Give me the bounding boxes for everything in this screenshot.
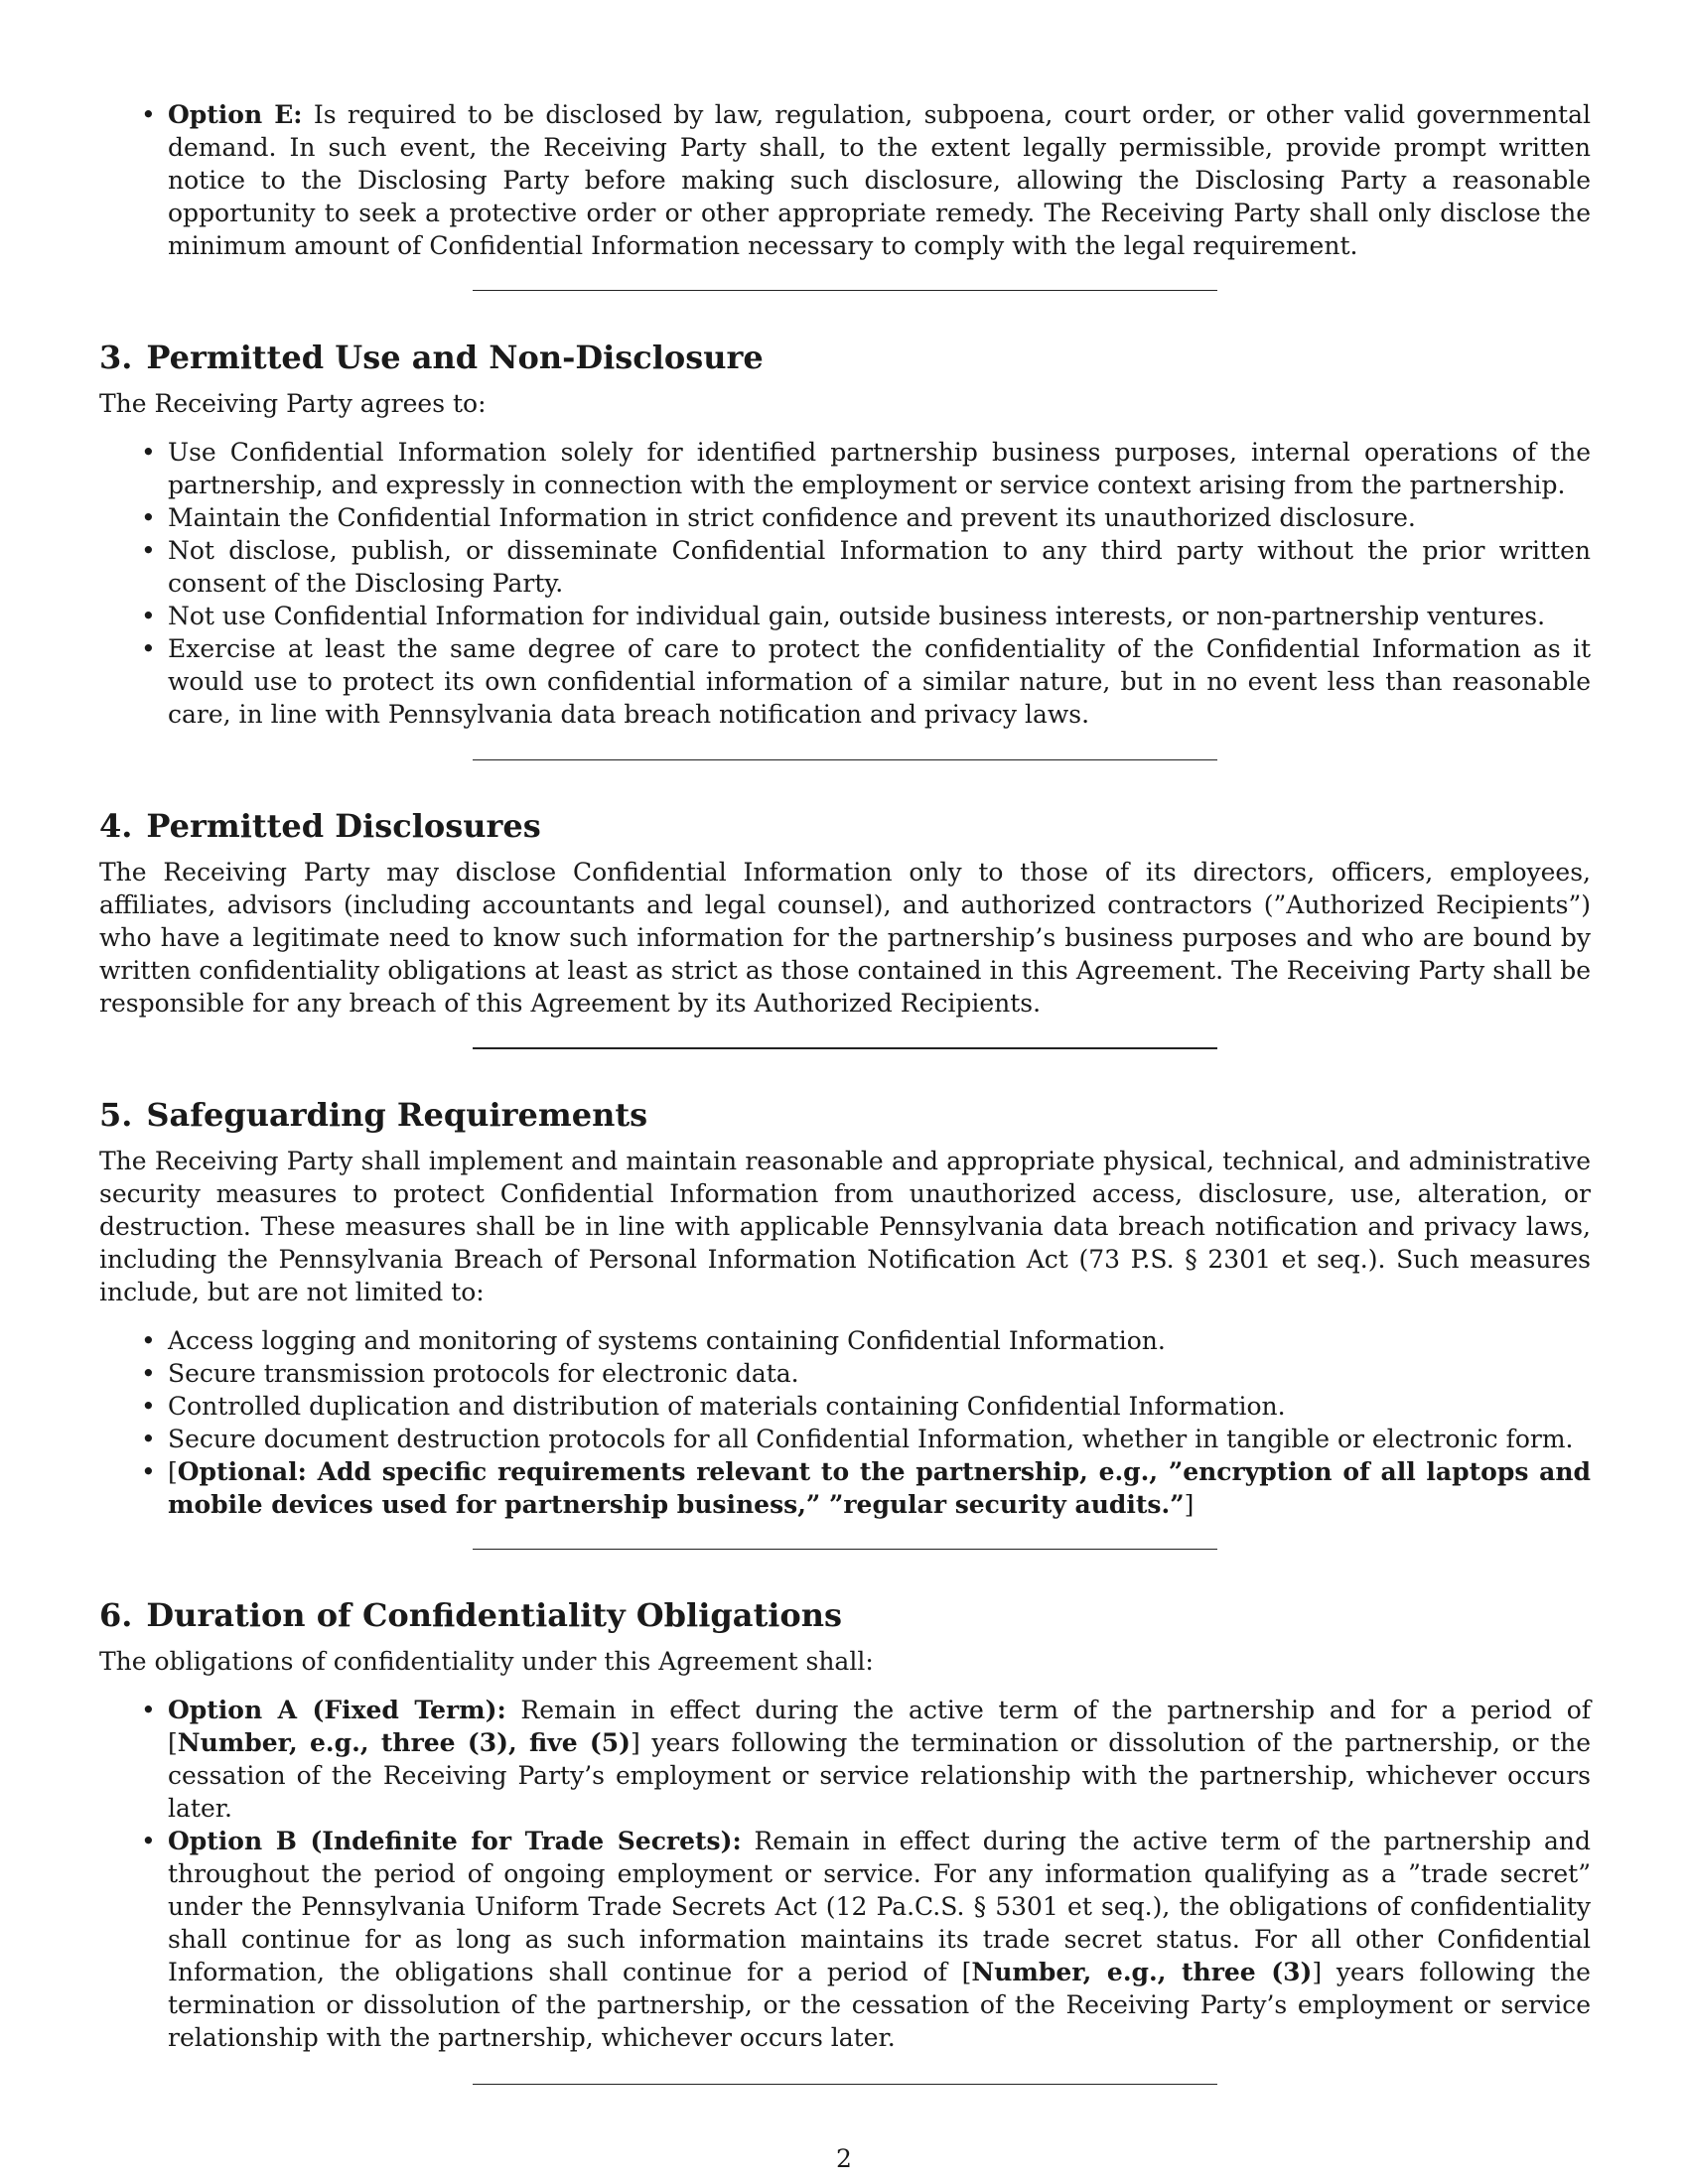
section-3-intro: The Receiving Party agrees to: xyxy=(99,389,487,418)
option-b-text: Remain in effect during the active term of the partnership and throughout the period of ongoing employment or service. For any information qualifying as a ”trade secret” under the Pennsylvania Uniform Trade Secrets Act (12 Pa.C.S. § 5301 et seq.), the obligations of confidentiality shall continue for as long as such information maintains its trade secret status. For all other Confidential Information, the obligations shall continue for a period of [ xyxy=(168,1827,1591,1986)
list-item: • Not use Confidential Information for individual gain, outside business interests, or non-partnership ventures. xyxy=(99,600,1591,632)
page-number: 2 xyxy=(836,2144,852,2173)
option-e-list xyxy=(99,98,1591,262)
optional-requirement-note: Optional: Add specific requirements relevant to the partnership, e.g., ”encryption of all laptops and mobile devices used for partnership business,” ”regular security audits.” xyxy=(168,1457,1591,1519)
section-number: 3. xyxy=(99,339,133,376)
section-title: Permitted Disclosures xyxy=(146,807,541,845)
option-a-label: Option A (Fixed Term): xyxy=(168,1696,506,1724)
list-item xyxy=(99,1455,1591,1521)
bracket-close: ] xyxy=(1184,1490,1195,1519)
list-item: • Use Confidential Information solely for identified partnership business purposes, internal operations of the partnership, and expressly in connection with the employment or service context arising from the partnership. xyxy=(99,436,1591,501)
option-e-text: Is required to be disclosed by law, regulation, subpoena, court order, or other valid governmental demand. In such event, the Receiving Party shall, to the extent legally permissible, provide prompt written notice to the Disclosing Party before making such disclosure, allowing the Disclosing Party a reasonable opportunity to seek a protective order or other appropriate remedy. The Receiving Party shall only disclose the minimum amount of Confidential Information necessary to comply with the legal requirement. xyxy=(168,100,1591,260)
list-item: • Access logging and monitoring of systems containing Confidential Information. xyxy=(99,1324,1591,1357)
option-a-placeholder: Number, e.g., three (3), five (5) xyxy=(177,1728,631,1757)
list-item: • Not disclose, publish, or disseminate Confidential Information to any third party without the prior written consent of the Disclosing Party. xyxy=(99,534,1591,600)
bracket-open: [ xyxy=(168,1457,178,1486)
list-item: • Secure transmission protocols for electronic data. xyxy=(99,1357,1591,1390)
section-6-intro: The obligations of confidentiality under this Agreement shall: xyxy=(99,1647,874,1676)
list-item: • Maintain the Confidential Information in strict confidence and prevent its unauthorized disclosure. xyxy=(99,501,1591,534)
option-b-label: Option B (Indefinite for Trade Secrets): xyxy=(168,1827,742,1855)
section-5-heading xyxy=(99,1095,1591,1135)
list-item: • Secure document destruction protocols for all Confidential Information, whether in tangible or electronic form. xyxy=(99,1423,1591,1455)
section-3-list xyxy=(99,436,1591,731)
list-item xyxy=(99,98,1591,262)
option-b-placeholder: Number, e.g., three (3) xyxy=(971,1958,1313,1986)
section-6-heading xyxy=(99,1595,1591,1635)
list-item: • Exercise at least the same degree of care to protect the confidentiality of the Confidential Information as it would use to protect its own confidential information of a similar nature, but in no event less than reasonable care, in line with Pennsylvania data breach notification and privacy laws. xyxy=(99,632,1591,731)
section-3-heading xyxy=(99,338,1591,377)
option-a-text: Remain in effect during the active term of the partnership and for a period of [ xyxy=(168,1696,1592,1757)
option-a-text-end: ] years following the termination or dissolution of the partnership, or the cessation of the Receiving Party’s employment or service relationship with the partnership, whichever occurs later. xyxy=(168,1728,1591,1823)
section-6-list xyxy=(99,1694,1591,2054)
section-number: 6. xyxy=(99,1596,133,1634)
section-5-body: The Receiving Party shall implement and maintain reasonable and appropriate physical, technical, and administrative security measures to protect Confidential Information from unauthorized access, disclosure, use, alteration, or destruction. These measures shall be in line with applicable Pennsylvania data breach notification and privacy laws, including the Pennsylvania Breach of Personal Information Notification Act (73 P.S. § 2301 et seq.). Such measures include, but are not limited to: xyxy=(99,1147,1591,1306)
option-e-label: Option E: xyxy=(168,100,303,129)
list-item: • Controlled duplication and distribution of materials containing Confidential Information. xyxy=(99,1390,1591,1423)
section-title: Safeguarding Requirements xyxy=(146,1096,648,1134)
section-5-list xyxy=(99,1324,1591,1521)
section-number: 4. xyxy=(99,807,133,845)
list-item xyxy=(99,1694,1591,1825)
document-page xyxy=(99,94,1591,2085)
section-4-body: The Receiving Party may disclose Confidential Information only to those of its directors, officers, employees, affiliates, advisors (including accountants and legal counsel), and authorized contractors (”Authorized Recipients”) who have a legitimate need to know such information for the partnership’s business purposes and who are bound by written confidentiality obligations at least as strict as those contained in this Agreement. The Receiving Party shall be responsible for any breach of this Agreement by its Authorized Recipients. xyxy=(99,858,1591,1018)
section-divider xyxy=(473,2084,1217,2085)
section-title: Permitted Use and Non-Disclosure xyxy=(146,339,764,376)
section-number: 5. xyxy=(99,1096,133,1134)
list-item xyxy=(99,1825,1591,2054)
section-title: Duration of Confidentiality Obligations xyxy=(146,1596,843,1634)
option-b-text-end: ] years following the termination or dissolution of the partnership, or the cessation of the Receiving Party’s employment or service relationship with the partnership, whichever occurs later. xyxy=(168,1958,1591,2052)
section-4-heading xyxy=(99,806,1591,846)
